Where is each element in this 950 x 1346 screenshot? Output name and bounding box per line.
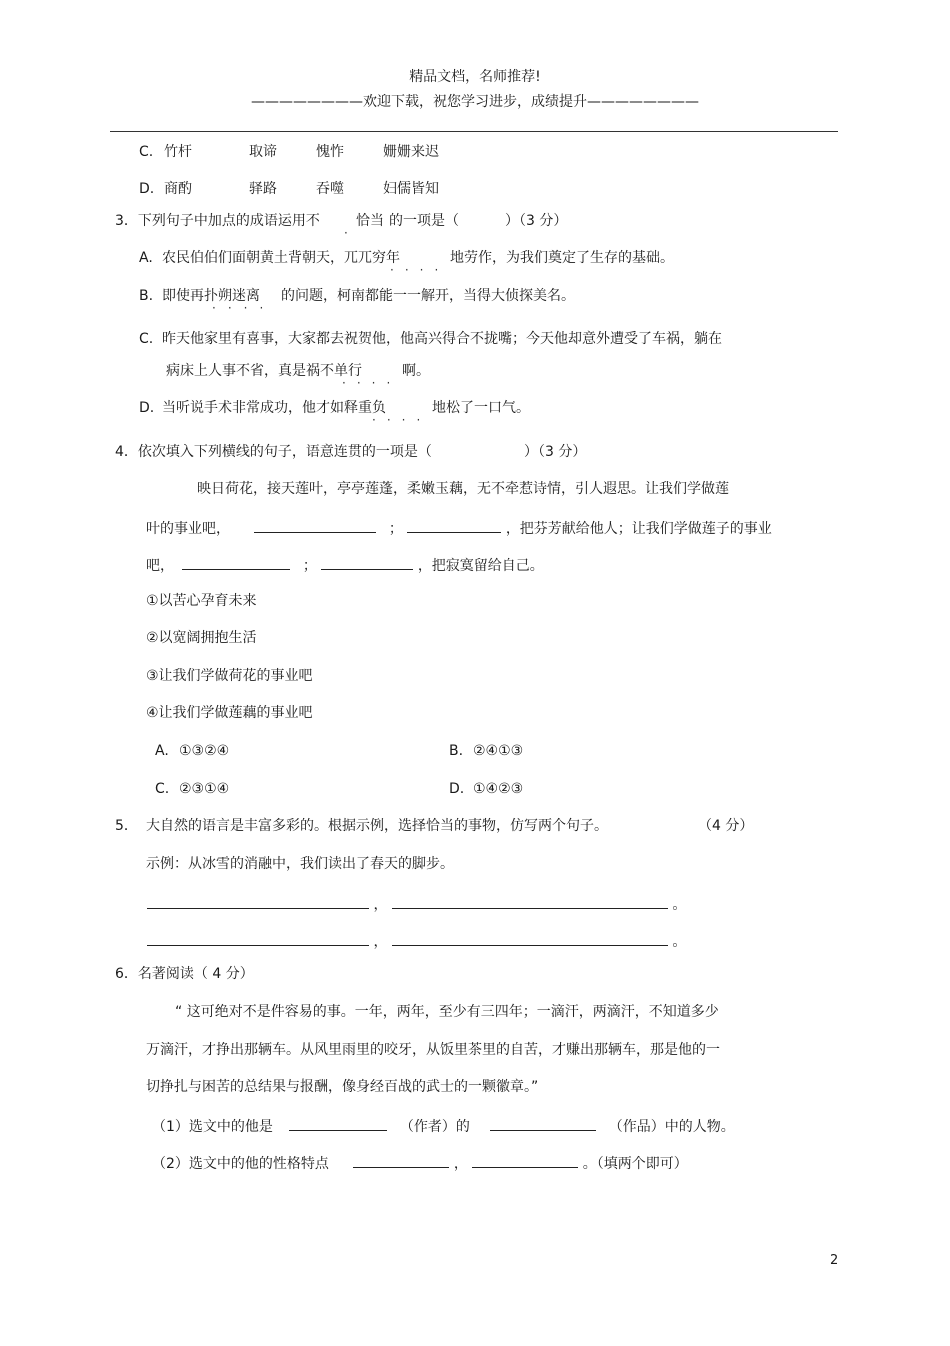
q3-option-c-label: C. (139, 331, 154, 347)
q4-passage-line2 (146, 518, 772, 538)
passage-separator: ； (388, 521, 403, 537)
answer-blank[interactable] (254, 518, 376, 533)
q3-option-d-label: D. (139, 400, 155, 416)
q3-option-d-text-cont: 地松了一口气。 (432, 400, 530, 416)
passage-text: 吧， (146, 558, 174, 574)
q3-stem-tail: 的一项是（ (389, 213, 459, 229)
answer-blank[interactable] (407, 518, 501, 533)
q3-option-c-text-line2: 病床上人事不省，真是祸不单行 (166, 363, 362, 379)
punctuation: ， (373, 897, 388, 913)
q3-option-a-text-cont: 地劳作，为我们奠定了生存的基础。 (450, 250, 674, 266)
q4-choice-c-label: C. (155, 781, 170, 797)
work-blank[interactable] (490, 1116, 596, 1131)
answer-blank[interactable] (392, 894, 668, 909)
page-number: 2 (830, 1253, 839, 1268)
header-slogan: ————————欢迎下载，祝您学习进步，成绩提升———————— (251, 94, 699, 110)
q4-choice-c-value: ②③①④ (179, 781, 230, 797)
question-text: （作者）的 (399, 1119, 470, 1135)
question-text: 。（填两个即可） (582, 1156, 688, 1172)
passage-separator: ； (302, 558, 317, 574)
question-text: （2）选文中的他的性格特点 (152, 1156, 329, 1172)
q2-option-c-word: 竹杆 (164, 144, 192, 160)
q2-option-d-word: 驿路 (249, 181, 277, 197)
passage-text: ，把芬芳献给他人；让我们学做莲子的事业 (505, 521, 772, 537)
q3-option-d-text: 当听说手术非常成功，他才如释重负 (162, 400, 386, 416)
q6-quote-line1: “ 这可绝对不是件容易的事。一年，两年，至少有三四年；一滴汗，两滴汗，不知道多少 (175, 1004, 719, 1020)
q2-option-d-word: 妇儒皆知 (383, 181, 439, 197)
author-blank[interactable] (289, 1116, 387, 1131)
q3-option-c-text: 昨天他家里有喜事，大家都去祝贺他，他高兴得合不拢嘴；今天他却意外遭受了车祸，躺在 (162, 331, 722, 347)
q5-number: 5． (115, 818, 138, 834)
q4-item: ③让我们学做荷花的事业吧 (146, 668, 313, 684)
answer-blank[interactable] (321, 555, 413, 570)
emphasis-dots: ···· (212, 301, 276, 315)
q3-stem-emphasis: 恰当 (356, 213, 384, 229)
q6-sub2 (152, 1153, 688, 1173)
q4-item: ④让我们学做莲藕的事业吧 (146, 705, 313, 721)
passage-text: ，把寂寞留给自己。 (417, 558, 544, 574)
header-title: 精品文档，名师推荐! (409, 69, 541, 85)
q5-example: 示例：从冰雪的消融中，我们读出了春天的脚步。 (146, 856, 454, 872)
answer-blank[interactable] (392, 931, 668, 946)
header-divider (110, 131, 838, 132)
answer-blank[interactable] (147, 894, 369, 909)
q4-item: ①以苦心孕育未来 (146, 593, 257, 609)
punctuation: 。 (672, 897, 687, 913)
q3-option-b-text: 即使再扑朔迷离 (162, 288, 260, 304)
q2-option-c-word: 取谛 (249, 144, 277, 160)
q6-stem: 6．名著阅读（ 4 分） (115, 966, 254, 982)
q2-option-d-word: 商酌 (164, 181, 192, 197)
q3-option-a-text: 农民伯伯们面朝黄土背朝天，兀兀穷年 (162, 250, 400, 266)
punctuation: 。 (672, 934, 687, 950)
trait-blank[interactable] (472, 1153, 578, 1168)
q4-choice-d-value: ①④②③ (473, 781, 524, 797)
question-text: （作品）中的人物。 (608, 1119, 735, 1135)
q5-answer-line (147, 931, 686, 951)
emphasis-dots: · (344, 226, 348, 240)
punctuation: ， (453, 1156, 468, 1172)
q6-sub1 (152, 1116, 735, 1136)
q4-score: ）（3 分） (524, 444, 587, 460)
answer-blank[interactable] (147, 931, 369, 946)
q5-stem: 大自然的语言是丰富多彩的。根据示例，选择恰当的事物，仿写两个句子。 (146, 818, 608, 834)
q4-choice-d-label: D. (449, 781, 465, 797)
q4-choice-a-label: A. (155, 743, 169, 759)
q3-option-b-text-cont: 的问题，柯南都能一一解开，当得大侦探美名。 (281, 288, 575, 304)
q2-option-d-label: D. (139, 181, 155, 197)
q3-option-b-label: B. (139, 288, 154, 304)
q4-passage-line1: 映日荷花，接天莲叶，亭亭莲蓬，柔嫩玉藕，无不牵惹诗情，引人遐思。让我们学做莲 (197, 481, 729, 497)
q3-stem: 3．下列句子中加点的成语运用不 (115, 213, 320, 229)
emphasis-dots: ···· (390, 263, 450, 277)
q6-quote-line2: 万滴汗，才挣出那辆车。从风里雨里的咬牙，从饭里茶里的自苦，才赚出那辆车，那是他的一 (146, 1042, 720, 1058)
q4-choice-b-label: B. (449, 743, 464, 759)
emphasis-dots: ···· (342, 376, 402, 390)
q2-option-d-word: 吞噬 (316, 181, 344, 197)
q3-option-a-label: A. (139, 250, 153, 266)
q4-choice-b-value: ②④①③ (473, 743, 524, 759)
q4-item: ②以宽阔拥抱生活 (146, 630, 257, 646)
passage-text: 叶的事业吧， (146, 521, 230, 537)
q5-score: （4 分） (698, 818, 754, 834)
q5-answer-line (147, 894, 686, 914)
q3-score: ）（3 分） (505, 213, 568, 229)
punctuation: ， (373, 934, 388, 950)
q3-option-c-text-tail: 啊。 (402, 363, 430, 379)
q6-quote-line3: 切挣扎与困苦的总结果与报酬，像身经百战的武士的一颗徽章。” (146, 1079, 539, 1095)
question-text: （1）选文中的他是 (152, 1119, 273, 1135)
answer-blank[interactable] (182, 555, 290, 570)
q4-passage-line3 (146, 555, 544, 575)
q2-option-c-word: 愧怍 (316, 144, 344, 160)
q4-stem: 4．依次填入下列横线的句子，语意连贯的一项是（ (115, 444, 432, 460)
trait-blank[interactable] (353, 1153, 449, 1168)
emphasis-dots: ···· (372, 413, 432, 427)
q2-option-c-label: C. (139, 144, 154, 160)
q4-choice-a-value: ①③②④ (179, 743, 230, 759)
q2-option-c-word: 姗姗来迟 (383, 144, 439, 160)
